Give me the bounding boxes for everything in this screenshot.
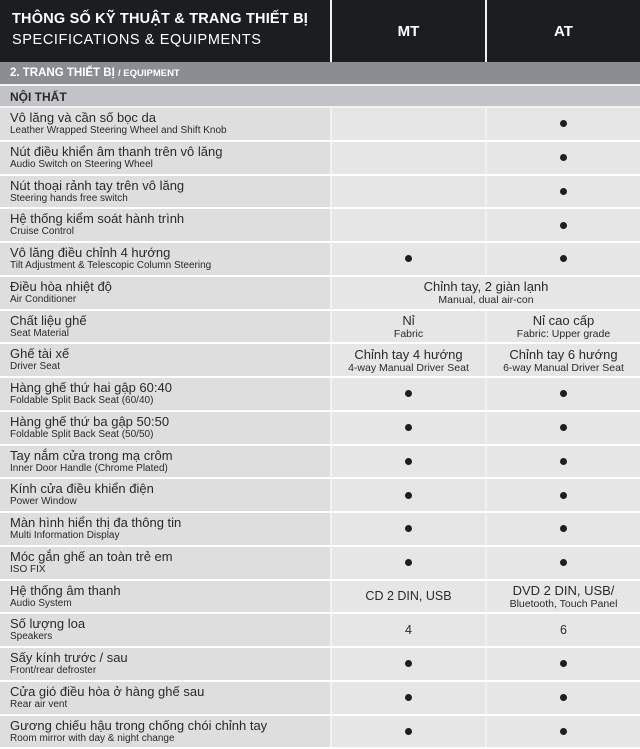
feature-name-vn: Màn hình hiển thị đa thông tin [10, 515, 330, 530]
at-value [487, 581, 640, 613]
bullet-dot-icon [405, 559, 412, 566]
table-row [0, 243, 640, 277]
bullet-dot-icon [560, 154, 567, 161]
feature-name-en: Driver Seat [10, 361, 330, 373]
at-value-main: Chỉnh tay 6 hướng [509, 347, 617, 362]
at-value [487, 378, 640, 410]
feature-name-en: Steering hands free switch [10, 193, 330, 205]
table-row [0, 176, 640, 210]
feature-name-vn: Nút thoại rảnh tay trên vô lăng [10, 178, 330, 193]
bullet-dot-icon [405, 458, 412, 465]
at-value [487, 446, 640, 478]
feature-name-en: Inner Door Handle (Chrome Plated) [10, 463, 330, 475]
table-row [0, 378, 640, 412]
feature-name-en: Speakers [10, 631, 330, 643]
mt-value-main: Chỉnh tay 4 hướng [354, 347, 462, 362]
bullet-dot-icon [560, 188, 567, 195]
table-row [0, 479, 640, 513]
feature-name-en: Audio System [10, 598, 330, 610]
bullet-dot-icon [405, 694, 412, 701]
mt-value-text: CD 2 DIN, USB [365, 589, 451, 604]
feature-name-en: Leather Wrapped Steering Wheel and Shift Knob [10, 125, 330, 137]
bullet-dot-icon [560, 694, 567, 701]
table-row [0, 513, 640, 547]
feature-label-cell [0, 513, 330, 545]
at-value [487, 243, 640, 275]
table-row [0, 614, 640, 648]
mt-value [332, 412, 485, 444]
feature-label-cell [0, 176, 330, 208]
feature-label-cell [0, 648, 330, 680]
feature-label-cell [0, 311, 330, 343]
feature-label-cell [0, 209, 330, 241]
feature-label-cell [0, 243, 330, 275]
at-value-text: 6 [560, 623, 567, 638]
table-row [0, 446, 640, 480]
mt-value-main: Nỉ [402, 313, 414, 328]
section-title: 2. TRANG THIẾT BỊ [10, 67, 115, 79]
bullet-dot-icon [560, 458, 567, 465]
at-value [487, 716, 640, 748]
feature-name-vn: Cửa gió điều hòa ở hàng ghế sau [10, 684, 330, 699]
mt-value [332, 243, 485, 275]
at-value [487, 176, 640, 208]
mt-value [332, 581, 485, 613]
bullet-dot-icon [405, 660, 412, 667]
feature-label-cell [0, 344, 330, 376]
mt-value [332, 108, 485, 140]
feature-label-cell [0, 614, 330, 646]
category-title: NỘI THẤT [0, 86, 640, 106]
table-row [0, 277, 640, 311]
mt-value-sub: Fabric [394, 328, 423, 340]
feature-name-en: ISO FIX [10, 564, 330, 576]
at-value [487, 648, 640, 680]
feature-label-cell [0, 446, 330, 478]
feature-name-vn: Hàng ghế thứ ba gập 50:50 [10, 414, 330, 429]
at-value [487, 209, 640, 241]
mt-value [332, 682, 485, 714]
bullet-dot-icon [405, 424, 412, 431]
at-value-sub: Fabric: Upper grade [517, 328, 610, 340]
mt-value-text: 4 [405, 623, 412, 638]
table-row [0, 581, 640, 615]
feature-name-vn: Vô lăng điều chỉnh 4 hướng [10, 245, 330, 260]
feature-name-vn: Hệ thống âm thanh [10, 583, 330, 598]
table-row [0, 547, 640, 581]
mt-value [332, 479, 485, 511]
feature-name-en: Foldable Split Back Seat (60/40) [10, 395, 330, 407]
table-row [0, 142, 640, 176]
feature-name-vn: Móc gắn ghế an toàn trẻ em [10, 549, 330, 564]
feature-label-cell [0, 547, 330, 579]
at-value [487, 311, 640, 343]
feature-label-cell [0, 378, 330, 410]
at-value [487, 614, 640, 646]
feature-name-en: Front/rear defroster [10, 665, 330, 677]
spec-rows [0, 108, 640, 749]
bullet-dot-icon [560, 222, 567, 229]
feature-label-cell [0, 682, 330, 714]
mt-value [332, 614, 485, 646]
mt-value [332, 513, 485, 545]
bullet-dot-icon [405, 390, 412, 397]
at-value-main: Nỉ cao cấp [533, 313, 594, 328]
table-row [0, 344, 640, 378]
header-title-vn: THÔNG SỐ KỸ THUẬT & TRANG THIẾT BỊ [12, 11, 330, 27]
at-value [487, 547, 640, 579]
column-header-at: AT [487, 0, 640, 62]
shared-value-sub: Manual, dual air-con [438, 294, 533, 306]
bullet-dot-icon [405, 492, 412, 499]
feature-label-cell [0, 108, 330, 140]
mt-value [332, 176, 485, 208]
feature-name-en: Foldable Split Back Seat (50/50) [10, 429, 330, 441]
feature-name-en: Room mirror with day & night change [10, 733, 330, 745]
mt-value [332, 142, 485, 174]
mt-value [332, 446, 485, 478]
header-title-cell [0, 0, 330, 62]
feature-label-cell [0, 479, 330, 511]
column-header-mt: MT [332, 0, 485, 62]
feature-name-vn: Hệ thống kiểm soát hành trình [10, 211, 330, 226]
table-row [0, 716, 640, 749]
at-value [487, 142, 640, 174]
bullet-dot-icon [560, 255, 567, 262]
feature-label-cell [0, 716, 330, 748]
bullet-dot-icon [405, 525, 412, 532]
bullet-dot-icon [560, 559, 567, 566]
feature-name-en: Air Conditioner [10, 294, 330, 306]
at-value [487, 412, 640, 444]
mt-value [332, 344, 485, 376]
bullet-dot-icon [405, 728, 412, 735]
feature-label-cell [0, 412, 330, 444]
mt-value [332, 648, 485, 680]
table-row [0, 682, 640, 716]
feature-name-vn: Sấy kính trước / sau [10, 650, 330, 665]
at-value [487, 682, 640, 714]
at-value-sub: Bluetooth, Touch Panel [510, 598, 618, 610]
bullet-dot-icon [560, 390, 567, 397]
at-value [487, 344, 640, 376]
feature-name-en: Power Window [10, 496, 330, 508]
feature-name-vn: Vô lăng và cần số bọc da [10, 110, 330, 125]
feature-name-en: Seat Material [10, 328, 330, 340]
mt-value [332, 209, 485, 241]
feature-name-vn: Gương chiếu hậu trong chống chói chỉnh tay [10, 718, 330, 733]
table-header [0, 0, 640, 62]
bullet-dot-icon [560, 728, 567, 735]
feature-name-vn: Điều hòa nhiệt độ [10, 279, 330, 294]
section-bar [0, 62, 640, 84]
shared-value-main: Chỉnh tay, 2 giàn lạnh [424, 279, 549, 294]
at-value [487, 513, 640, 545]
table-row [0, 209, 640, 243]
feature-name-vn: Tay nắm cửa trong mạ crôm [10, 448, 330, 463]
header-title-en: SPECIFICATIONS & EQUIPMENTS [12, 32, 330, 48]
feature-name-vn: Kính cửa điều khiển điện [10, 481, 330, 496]
mt-value [332, 716, 485, 748]
table-row [0, 648, 640, 682]
bullet-dot-icon [560, 660, 567, 667]
feature-label-cell [0, 277, 330, 309]
bullet-dot-icon [560, 492, 567, 499]
at-value-main: DVD 2 DIN, USB/ [513, 583, 615, 598]
bullet-dot-icon [405, 255, 412, 262]
section-title-en: / EQUIPMENT [118, 68, 180, 79]
mt-value [332, 311, 485, 343]
at-value [487, 479, 640, 511]
mt-value [332, 547, 485, 579]
mt-at-shared-value [332, 277, 640, 309]
feature-label-cell [0, 142, 330, 174]
at-value-sub: 6-way Manual Driver Seat [503, 362, 624, 374]
feature-name-en: Audio Switch on Steering Wheel [10, 159, 330, 171]
table-row [0, 311, 640, 345]
feature-label-cell [0, 581, 330, 613]
feature-name-vn: Ghế tài xế [10, 346, 330, 361]
mt-value [332, 378, 485, 410]
feature-name-en: Cruise Control [10, 226, 330, 238]
feature-name-vn: Nút điều khiển âm thanh trên vô lăng [10, 144, 330, 159]
feature-name-vn: Chất liệu ghế [10, 313, 330, 328]
at-value [487, 108, 640, 140]
table-row [0, 412, 640, 446]
table-row [0, 108, 640, 142]
bullet-dot-icon [560, 424, 567, 431]
mt-value-sub: 4-way Manual Driver Seat [348, 362, 469, 374]
feature-name-vn: Số lượng loa [10, 616, 330, 631]
feature-name-en: Rear air vent [10, 699, 330, 711]
feature-name-en: Tilt Adjustment & Telescopic Column Steering [10, 260, 330, 272]
feature-name-en: Multi Information Display [10, 530, 330, 542]
bullet-dot-icon [560, 525, 567, 532]
feature-name-vn: Hàng ghế thứ hai gập 60:40 [10, 380, 330, 395]
bullet-dot-icon [560, 120, 567, 127]
